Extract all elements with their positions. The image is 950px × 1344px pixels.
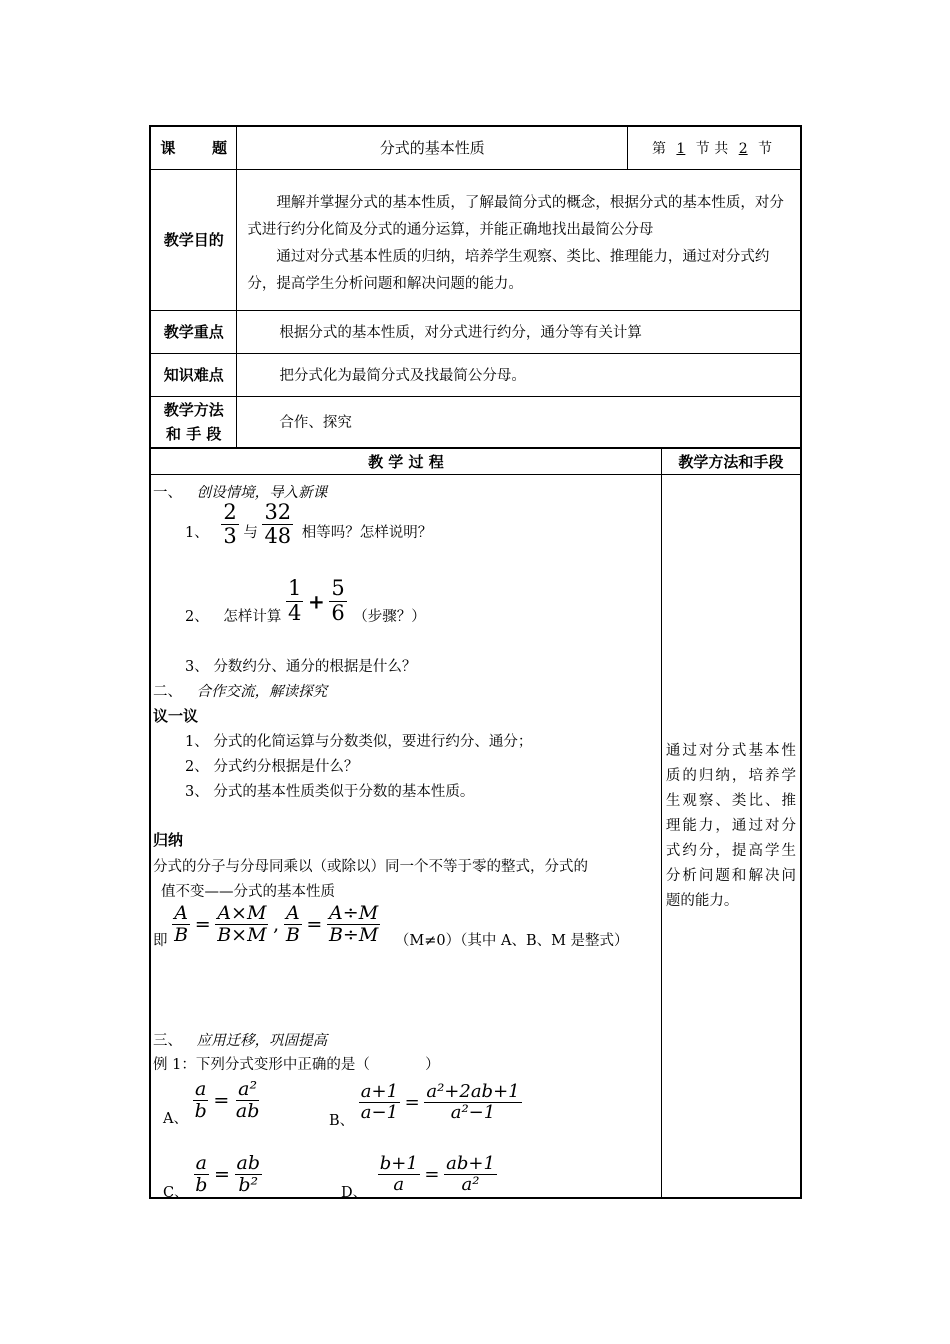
session-suffix: 节 — [758, 140, 773, 157]
property-formula — [153, 899, 629, 950]
q2-f1-denominator: 4 — [287, 600, 302, 625]
q1-text: 相等吗？怎样说明？ — [301, 524, 433, 541]
methods-label-line1: 教学方法 — [163, 400, 224, 419]
process-content — [150, 474, 661, 1201]
option-b-right-d: a²−1 — [450, 1101, 496, 1123]
q1-f2-numerator: 32 — [264, 499, 292, 524]
q2-f1-numerator: 1 — [287, 576, 302, 601]
section-1-num: 一、 — [153, 484, 182, 501]
q1-fraction-2 — [262, 501, 293, 548]
option-d-right-n: ab+1 — [446, 1152, 495, 1174]
teaching-process-table — [149, 447, 802, 1199]
key-points-label: 教学重点 — [150, 310, 237, 353]
option-c — [163, 1147, 262, 1202]
difficulty-text: 把分式化为最简分式及找最简公分母。 — [237, 353, 801, 396]
summary-heading: 归纳 — [153, 830, 184, 849]
q2-fraction-2 — [329, 577, 346, 624]
topic-label: 课 题 — [150, 126, 237, 169]
methods-label — [150, 396, 237, 447]
formula-r2-numerator: A÷M — [329, 901, 379, 924]
formula-eq-2: = — [306, 913, 323, 935]
option-d-left-d: a — [393, 1173, 405, 1195]
option-c-label: C、 — [163, 1184, 189, 1201]
objectives-p1: 理解并掌握分式的基本性质，了解最简分式的概念，根据分式的基本性质，对分式进行约分化简及分式的通分运算，并能正确地找出最简公分母 — [247, 194, 784, 238]
objectives-content — [237, 169, 801, 310]
q1-f1-numerator: 2 — [223, 499, 237, 524]
summary-line-1: 分式的分子与分母同乘以（或除以）同一个不等于零的整式，分式的 — [153, 858, 588, 875]
option-d-left-n: b+1 — [379, 1152, 418, 1174]
side-header: 教学方法和手段 — [661, 448, 801, 474]
session-info — [627, 126, 801, 169]
option-a-label: A、 — [163, 1110, 188, 1127]
option-b-right-n: a²+2ab+1 — [426, 1080, 520, 1102]
option-d-label: D、 — [341, 1184, 368, 1201]
formula-r2-denominator: B÷M — [328, 923, 379, 946]
topic-value: 分式的基本性质 — [237, 126, 628, 169]
session-total: 2 — [738, 140, 748, 157]
q1-fraction-1 — [221, 501, 238, 548]
q2-fraction-1 — [286, 577, 303, 624]
q1-join: 与 — [243, 524, 258, 541]
session-current: 1 — [676, 140, 686, 157]
session-prefix: 第 — [651, 140, 666, 157]
summary-line-2: 值不变——分式的基本性质 — [161, 883, 335, 900]
formula-left-2 — [284, 903, 302, 946]
option-b-left-n: a+1 — [360, 1080, 399, 1102]
q1-f2-denominator: 48 — [264, 523, 292, 548]
formula-right-1 — [215, 903, 268, 946]
question-2 — [185, 577, 426, 626]
formula-comma: , — [273, 913, 280, 935]
q2-text: 怎样计算 — [223, 608, 282, 625]
formula-l1-denominator: B — [174, 923, 189, 946]
section-1 — [153, 481, 327, 502]
discuss-1: 1、 分式的化简运算与分数类似，要进行约分、通分； — [185, 733, 533, 750]
formula-eq-1: = — [194, 913, 211, 935]
formula-condition: （M≠0）（其中 A、B、M 是整式） — [394, 932, 629, 949]
option-c-left-n: a — [195, 1151, 207, 1174]
process-header: 教 学 过 程 — [150, 448, 661, 474]
methods-label-line2: 和 手 段 — [165, 424, 222, 443]
option-a-left — [193, 1079, 209, 1122]
section-3 — [153, 1029, 327, 1050]
option-d-eq: = — [424, 1163, 440, 1185]
option-d-right — [444, 1154, 497, 1195]
formula-l1-numerator: A — [174, 901, 188, 924]
section-1-title: 创设情境，导入新课 — [196, 484, 328, 501]
example-1: 例 1：下列分式变形中正确的是（ ） — [153, 1056, 440, 1073]
process-body — [151, 475, 661, 1201]
formula-r1-numerator: A×M — [217, 901, 267, 924]
objectives-label: 教学目的 — [150, 169, 237, 310]
discuss-3: 3、 分式的基本性质类似于分数的基本性质。 — [185, 783, 475, 800]
objectives-p2: 通过对分式基本性质的归纳，培养学生观察、类比、推理能力，通过对分式约分，提高学生分析问题和解决问题的能力。 — [247, 248, 770, 292]
key-points-text: 根据分式的基本性质，对分式进行约分，通分等有关计算 — [237, 310, 801, 353]
formula-left-1 — [172, 903, 190, 946]
option-d-right-d: a² — [461, 1173, 480, 1195]
q2-f2-denominator: 6 — [331, 600, 345, 625]
section-3-num: 三、 — [153, 1032, 182, 1049]
formula-right-2 — [327, 903, 380, 946]
option-b-left — [359, 1082, 400, 1123]
lesson-info-table — [149, 125, 802, 448]
option-a-eq: = — [213, 1089, 230, 1111]
q2-f2-numerator: 5 — [331, 576, 345, 601]
option-a-right-d: ab — [235, 1099, 260, 1122]
formula-l2-numerator: A — [285, 901, 300, 924]
ji-text: 即 — [153, 932, 168, 949]
option-b-right — [424, 1082, 521, 1123]
section-2-title: 合作交流，解读探究 — [196, 683, 328, 700]
option-c-eq: = — [214, 1163, 230, 1185]
side-note: 通过对分式基本性质的归纳，培养学生观察、类比、推理能力，通过对分式约分，提高学生分析问题和解决问题的能力。 — [661, 474, 801, 1198]
option-a — [163, 1073, 261, 1128]
session-mid: 节 共 — [695, 140, 729, 157]
option-d — [341, 1147, 497, 1202]
section-3-title: 应用迁移，巩固提高 — [196, 1032, 328, 1049]
q2-tail: （步骤？） — [353, 608, 426, 625]
formula-l2-denominator: B — [285, 923, 300, 946]
q1-f1-denominator: 3 — [223, 523, 237, 548]
option-d-left — [378, 1154, 420, 1195]
q1-num: 1、 — [185, 524, 209, 541]
q2-num: 2、 — [185, 608, 209, 625]
option-b-label: B、 — [329, 1112, 355, 1129]
option-a-right-n: a² — [238, 1077, 258, 1100]
option-c-right-d: b² — [238, 1173, 259, 1196]
formula-r1-denominator: B×M — [217, 923, 267, 946]
option-a-right — [234, 1079, 262, 1122]
section-2 — [153, 680, 327, 701]
option-c-right-n: ab — [236, 1151, 261, 1174]
discuss-2: 2、 分式约分根据是什么？ — [185, 758, 359, 775]
option-a-left-n: a — [195, 1077, 207, 1100]
option-c-right — [235, 1153, 263, 1196]
q2-plus: + — [307, 589, 325, 613]
question-1 — [185, 501, 432, 548]
option-a-left-d: b — [194, 1099, 207, 1122]
discuss-heading: 议一议 — [153, 706, 199, 725]
methods-text: 合作、探究 — [237, 396, 801, 447]
option-c-left-d: b — [195, 1173, 208, 1196]
difficulty-label: 知识难点 — [150, 353, 237, 396]
option-b-left-d: a−1 — [360, 1101, 399, 1123]
section-2-num: 二、 — [153, 683, 182, 700]
option-c-left — [193, 1153, 209, 1196]
option-b — [329, 1075, 522, 1130]
question-3: 3、 分数约分、通分的根据是什么？ — [185, 658, 417, 675]
option-b-eq: = — [404, 1091, 420, 1113]
